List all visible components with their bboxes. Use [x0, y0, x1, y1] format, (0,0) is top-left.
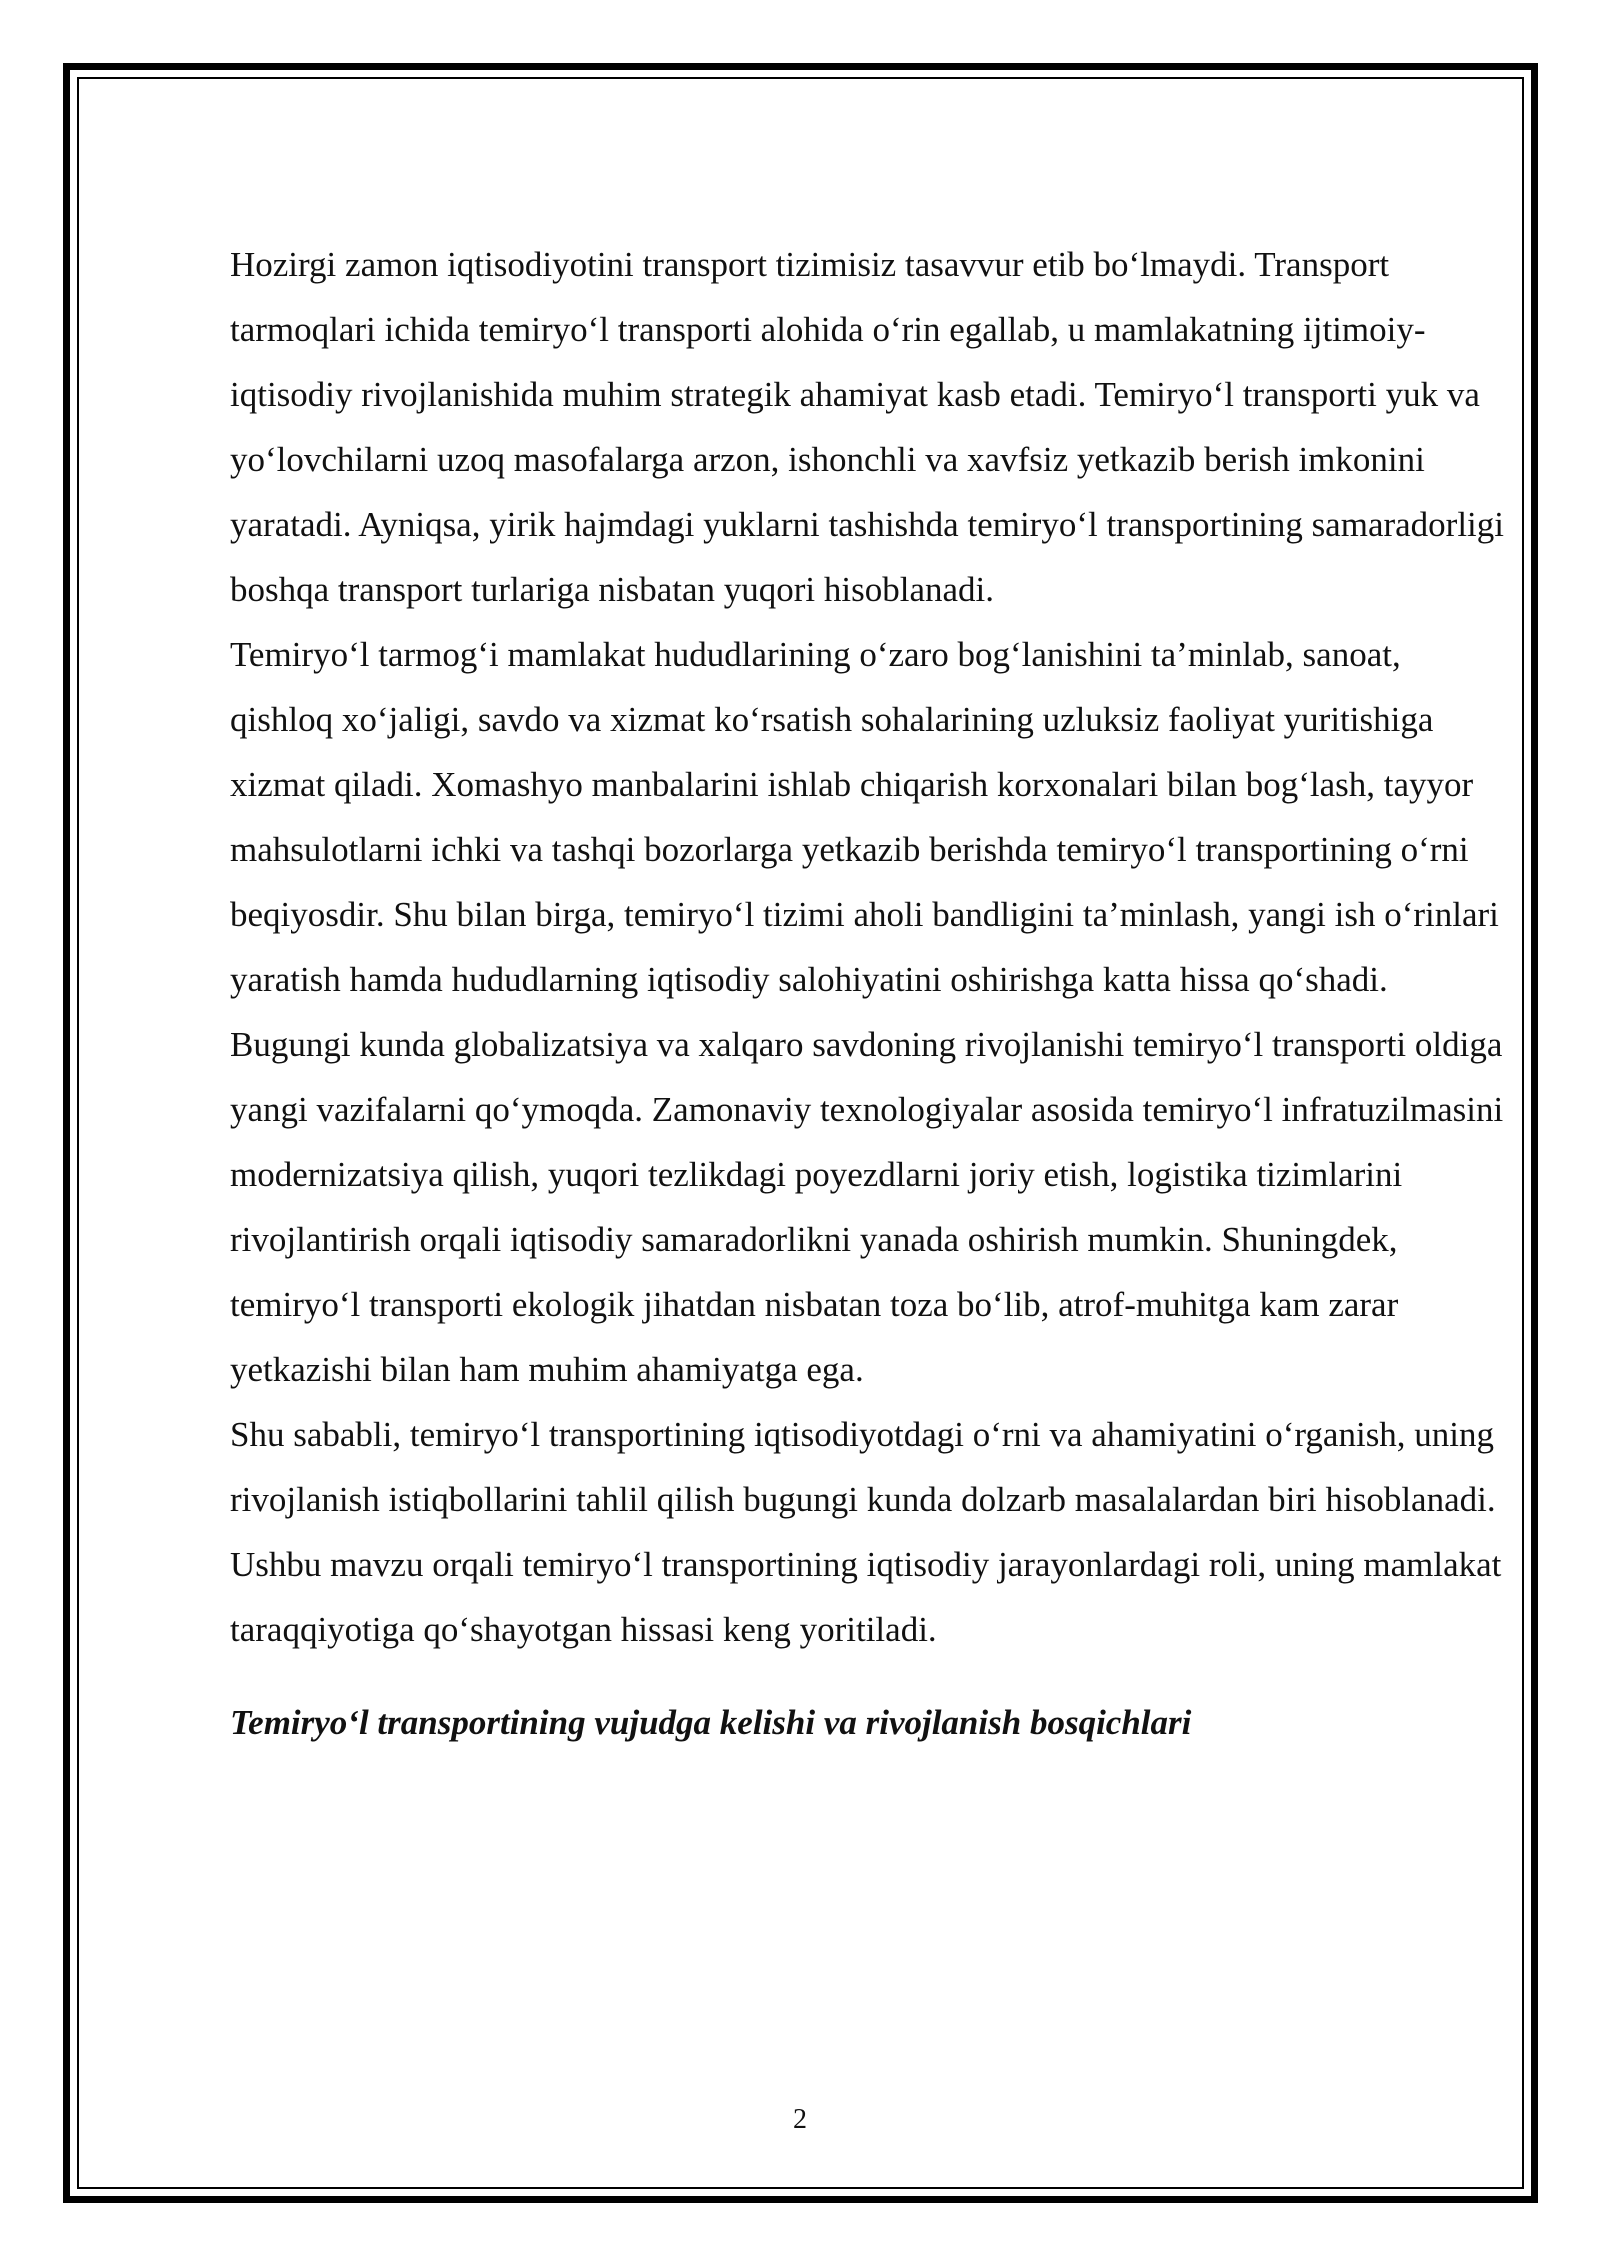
- section-heading: Temiryo‘l transportining vujudga kelishi va rivojlanish bosqichlari: [230, 1703, 1192, 1742]
- paragraph-conclusion: Shu sababli, temiryo‘l transportining iqtisodiyotdagi o‘rni va ahamiyatini o‘rganish, uning rivojlanish istiqbollarini tahlil qilish bugungi kunda dolzarb masalalardan biri hisoblanadi. Ushbu mavzu orqali temiryo‘l transportining iqtisodiy jarayonlardagi roli, uning mamlakat taraqqiyotiga qo‘shayotgan hissasi keng yoritiladi.: [230, 1415, 1502, 1649]
- paragraph-intro: Hozirgi zamon iqtisodiyotini transport tizimisiz tasavvur etib bo‘lmaydi. Transport tarmoqlari ichida temiryo‘l transporti alohida o‘rin egallab, u mamlakatning ijtimoiy-iqtisodiy rivojlanishida muhim strategik ahamiyat kasb etadi. Temiryo‘l transporti yuk va yo‘lovchilarni uzoq masofalarga arzon, ishonchli va xavfsiz yetkazib berish imkonini yaratadi. Ayniqsa, yirik hajmdagi yuklarni tashishda temiryo‘l transportining samaradorligi boshqa transport turlariga nisbatan yuqori hisoblanadi.: [230, 245, 1504, 609]
- paragraph-modernization: Bugungi kunda globalizatsiya va xalqaro savdoning rivojlanishi temiryo‘l transporti oldiga yangi vazifalarni qo‘ymoqda. Zamonaviy texnologiyalar asosida temiryo‘l infratuzilmasini modernizatsiya qilish, yuqori tezlikdagi poyezdlarni joriy etish, logistika tizimlarini rivojlantirish orqali iqtisodiy samaradorlikni yanada oshirish mumkin. Shuningdek, temiryo‘l transporti ekologik jihatdan nisbatan toza bo‘lib, atrof-muhitga kam zarar yetkazishi bilan ham muhim ahamiyatga ega.: [230, 1025, 1504, 1389]
- page-number: 2: [793, 2104, 807, 2135]
- paragraph-network-role: Temiryo‘l tarmog‘i mamlakat hududlarining o‘zaro bog‘lanishini ta’minlab, sanoat, qishloq xo‘jaligi, savdo va xizmat ko‘rsatish sohalarining uzluksiz faoliyat yuritishiga xizmat qiladi. Xomashyo manbalarini ishlab chiqarish korxonalari bilan bog‘lash, tayyor mahsulotlarni ichki va tashqi bozorlarga yetkazib berishda temiryo‘l transportining o‘rni beqiyosdir. Shu bilan birga, temiryo‘l tizimi aholi bandligini ta’minlash, yangi ish o‘rinlari yaratish hamda hududlarning iqtisodiy salohiyatini oshirishga katta hissa qo‘shadi.: [230, 635, 1499, 999]
- document-body: [230, 232, 1510, 1755]
